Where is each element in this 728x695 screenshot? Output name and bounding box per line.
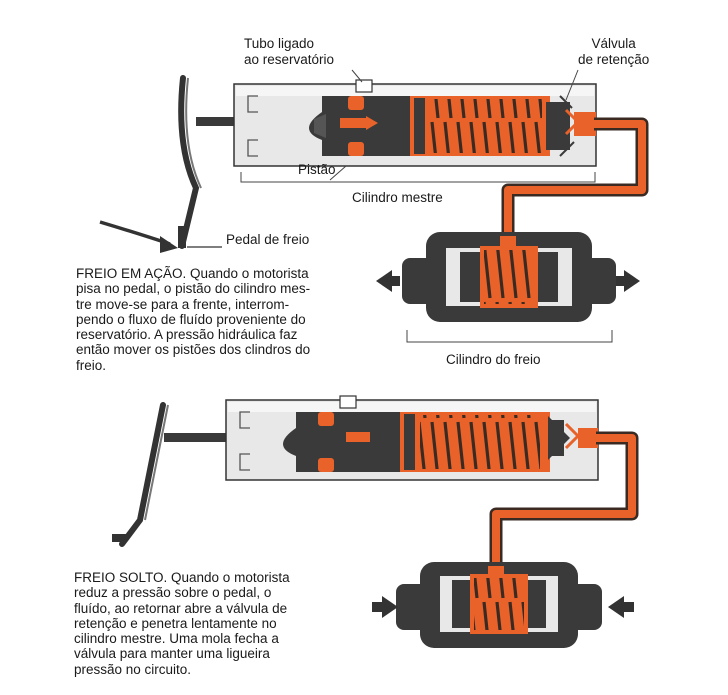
wheel-cylinder-bottom	[396, 562, 602, 648]
master-piston	[283, 412, 400, 472]
pedal-press-arrow	[100, 222, 178, 253]
master-cylinder-label: Cilindro mestre	[352, 190, 443, 205]
master-cylinder-bottom	[226, 396, 598, 480]
brake-applied-description: FREIO EM AÇÃO. Quando o motorista pisa no pedal, o pistão do cilindro mes- tre move-se para a frente, interrom- pendo o fluxo de fluído proveniente do reservatório. A pressão hidráulica faz então mover os pistões dos clindros do freio.	[76, 266, 311, 373]
reservoir-tube-label: Tubo ligado ao reservatório	[244, 36, 335, 67]
push-arrow-icon	[382, 596, 398, 618]
spring-icon	[430, 99, 542, 153]
wheel-cylinder-top	[402, 232, 616, 322]
push-arrow-icon	[608, 596, 624, 618]
brake-cylinder-label: Cilindro do freio	[446, 352, 541, 367]
spring-icon	[420, 415, 540, 469]
brake-released-description: FREIO SOLTO. Quando o motorista reduz a pressão sobre o pedal, o fluído, ao retornar abre a válvula de retenção e penetra lentamente no cilindro mestre. Uma mola fecha a válvula para manter uma ligueira pressão no circuito.	[74, 570, 290, 677]
push-arrow-icon	[624, 270, 640, 292]
master-cylinder-top	[234, 80, 596, 166]
master-piston	[309, 96, 410, 156]
push-arrow-icon	[376, 270, 392, 292]
brake-pedal-label: Pedal de freio	[226, 232, 310, 247]
piston-label: Pistão	[298, 162, 336, 177]
check-valve-label: Válvula de retenção	[578, 36, 650, 67]
